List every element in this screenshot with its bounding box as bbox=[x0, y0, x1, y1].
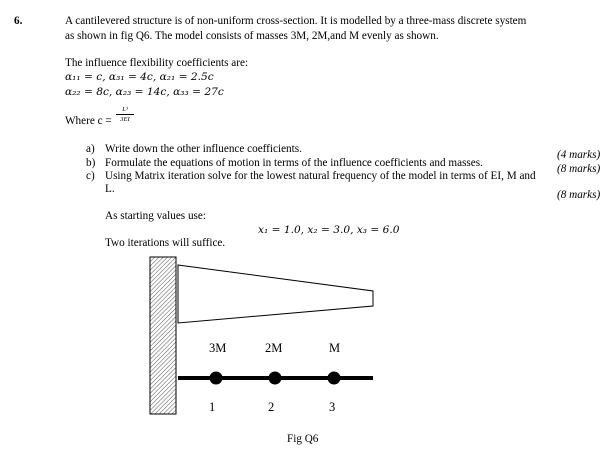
node-label-3: 3 bbox=[329, 400, 336, 414]
tapered-beam bbox=[178, 265, 373, 323]
question-number: 6. bbox=[14, 15, 23, 27]
influence-line-1: α₁₁ = c, α₃₁ = 4c, α₂₁ = 2.5c bbox=[65, 71, 214, 83]
starting-values: x₁ = 1.0, x₂ = 3.0, x₃ = 6.0 bbox=[258, 224, 400, 236]
influence-heading: The influence flexibility coefficients are: bbox=[65, 57, 249, 69]
task-c-text-continued: L. bbox=[105, 183, 115, 195]
figure-caption: Fig Q6 bbox=[287, 433, 319, 445]
task-c-text: Using Matrix iteration solve for the lowest natural frequency of the model in terms of EI, M and bbox=[105, 170, 536, 182]
fixed-wall-support bbox=[150, 257, 176, 414]
task-c-letter: c) bbox=[86, 170, 95, 182]
mass-node-3 bbox=[328, 372, 341, 385]
where-label: Where c = bbox=[65, 115, 112, 127]
node-label-1: 1 bbox=[209, 400, 216, 414]
node-label-2: 2 bbox=[268, 400, 275, 414]
task-a-letter: a) bbox=[86, 143, 95, 155]
task-b-marks: (8 marks) bbox=[557, 163, 601, 175]
fraction-numerator: L³ bbox=[122, 106, 128, 113]
influence-line-2: α₂₂ = 8c, α₂₃ = 14c, α₃₃ = 27c bbox=[65, 86, 224, 98]
task-a-marks: (4 marks) bbox=[557, 149, 601, 161]
intro-line-2: as shown in fig Q6. The model consists of masses 3M, 2M,and M evenly as shown. bbox=[65, 30, 439, 42]
task-b-letter: b) bbox=[86, 157, 96, 169]
task-a-text: Write down the other influence coefficients. bbox=[105, 143, 302, 155]
mass-label-m: M bbox=[329, 341, 341, 355]
mass-node-2 bbox=[269, 372, 282, 385]
starting-values-label: As starting values use: bbox=[105, 210, 206, 222]
mass-node-1 bbox=[210, 372, 223, 385]
iterations-note: Two iterations will suffice. bbox=[105, 237, 226, 249]
mass-label-2m: 2M bbox=[265, 341, 283, 355]
fraction-denominator: 3EI bbox=[120, 116, 130, 123]
task-c-marks: (8 marks) bbox=[557, 189, 601, 201]
intro-line-1: A cantilevered structure is of non-uniform cross-section. It is modelled by a three-mass discrete system bbox=[65, 15, 527, 27]
task-b-text: Formulate the equations of motion in terms of the influence coefficients and masses. bbox=[105, 157, 483, 169]
mass-label-3m: 3M bbox=[209, 341, 227, 355]
